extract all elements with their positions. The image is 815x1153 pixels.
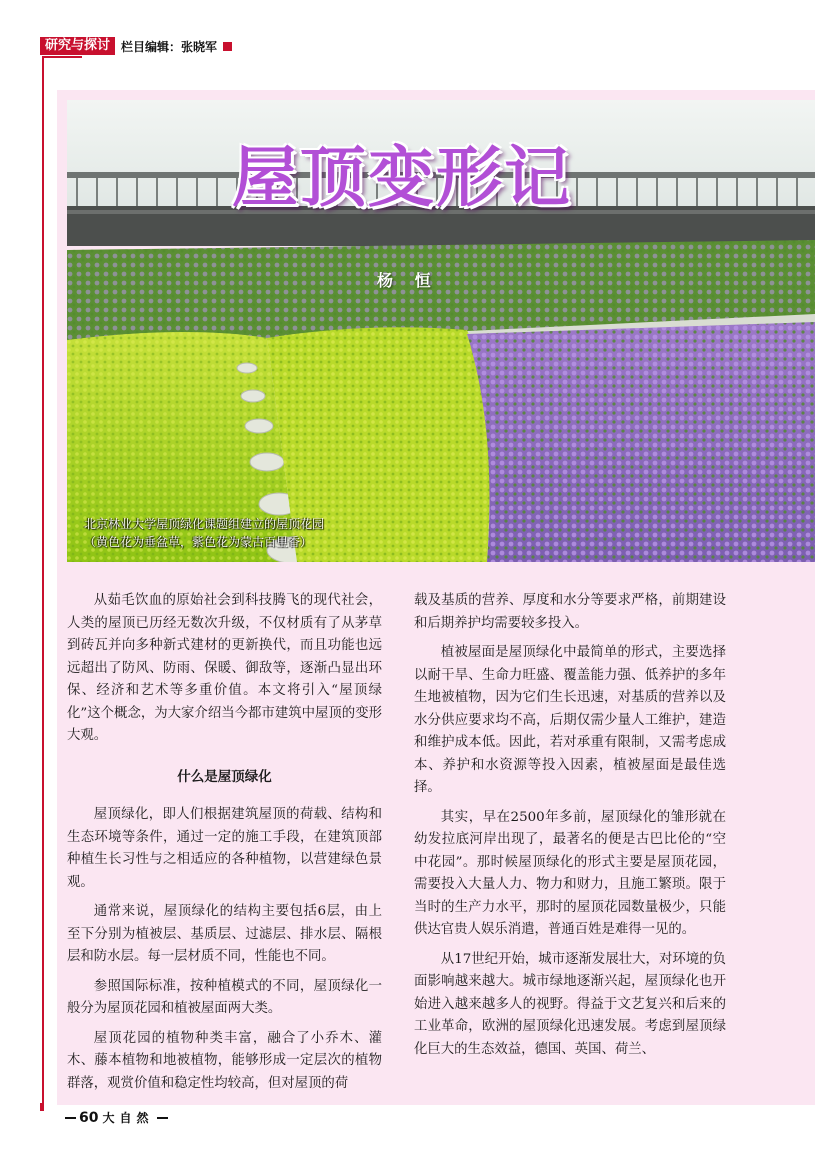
paragraph: 从茹毛饮血的原始社会到科技腾飞的现代社会，人类的屋顶已历经无数次升级，不仅材质有了从茅草到砖瓦并向多种新式建材的更新换代，而且功能也远远超出了防风、防雨、保暖、御敌等，逐渐凸显出环保、经济和艺术等多重价值。本文将引入“屋顶绿化”这个概念，为大家介绍当今都市建筑中屋顶的变形大观。	[67, 593, 382, 743]
top-rule	[42, 56, 82, 58]
paragraph: 从17世纪开始，城市逐渐发展壮大，对环境的负面影响越来越大。城市绿地逐渐兴起，屋顶绿化也开始进入越来越多人的视野。得益于文艺复兴和后来的工业革命，欧洲的屋顶绿化迅速发展。考虑到屋顶绿化巨大的生态效益，德国、英国、荷兰、	[414, 951, 726, 1057]
header-square-icon	[223, 42, 232, 51]
section-header	[40, 37, 232, 55]
section-tag: 研究与探讨	[40, 37, 115, 55]
text-column-right	[414, 590, 726, 1068]
column-editor: 栏目编辑：张晓军	[121, 39, 218, 54]
article-title: 屋顶变形记	[232, 138, 572, 216]
magazine-name: 大自然	[102, 1111, 154, 1125]
paragraph: 屋顶绿化，即人们根据建筑屋顶的荷载、结构和生态环境等条件，通过一定的施工手段，在建筑顶部种植生长习性与之相适应的各种植物，以营建绿色景观。	[67, 807, 382, 890]
article-author: 杨 恒	[377, 271, 439, 290]
photo-caption-line1: 北京林业大学屋顶绿化课题组建立的屋顶花园	[84, 517, 325, 531]
paragraph: 其实，早在2500年多前，屋顶绿化的雏形就在幼发拉底河岸出现了，最著名的便是古巴比伦的“空中花园”。那时候屋顶绿化的形式主要是屋顶花园，需要投入大量人力、物力和财力，且施工繁琐。限于当时的生产力水平，那时的屋顶花园数量极少，只能供达官贵人娱乐消遣，普通百姓是难得一见的。	[414, 809, 726, 937]
photo-caption-line2: （黄色花为垂盆草，紫色花为蒙古百里香）	[84, 535, 313, 549]
left-rule	[42, 56, 44, 1110]
page-number: 60	[79, 1109, 99, 1126]
dash-right	[157, 1117, 168, 1119]
paragraph: 植被屋面是屋顶绿化中最简单的形式，主要选择以耐干旱、生命力旺盛、覆盖能力强、低养护的多年生地被植物，因为它们生长迅速，对基质的营养以及水分供应要求均不高，后期仅需少量人工维护，建造和维护成本低。因此，若对承重有限制，又需考虑成本、养护和水资源等投入因素，植被屋面是最佳选择。	[414, 645, 726, 795]
footer-marker	[40, 1103, 44, 1111]
paragraph: 屋顶花园的植物种类丰富，融合了小乔木、灌木、藤本植物和地被植物，能够形成一定层次的植物群落，观赏价值和稳定性均较高，但对屋顶的荷	[67, 1030, 382, 1091]
section-heading: 什么是屋顶绿化	[177, 768, 272, 785]
paragraph: 参照国际标准，按种植模式的不同，屋顶绿化一般分为屋顶花园和植被屋面两大类。	[67, 978, 382, 1016]
paragraph: 载及基质的营养、厚度和水分等要求严格，前期建设和后期养护均需要较多投入。	[414, 593, 726, 631]
paragraph: 通常来说，屋顶绿化的结构主要包括6层，由上至下分别为植被层、基质层、过滤层、排水层、隔根层和防水层。每一层材质不同，性能也不同。	[67, 904, 382, 964]
text-column-left	[67, 590, 382, 1102]
dash-left	[65, 1117, 76, 1119]
page-footer	[62, 1109, 171, 1126]
